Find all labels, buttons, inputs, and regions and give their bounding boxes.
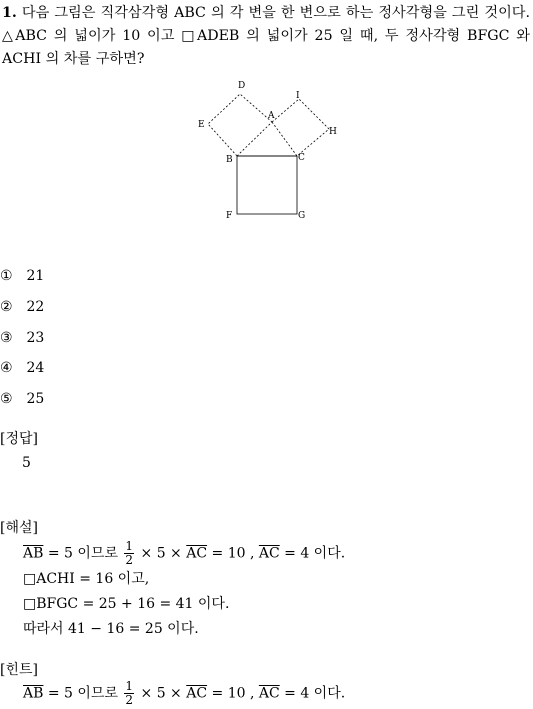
choice-value: 24	[26, 360, 45, 376]
choice-2[interactable]	[0, 297, 44, 317]
choice-value: 23	[26, 330, 45, 346]
choice-marker: ④	[0, 360, 13, 376]
label-D: D	[238, 81, 246, 91]
label-G: G	[298, 211, 306, 221]
choice-value: 25	[26, 391, 45, 407]
question-text-block	[2, 2, 530, 71]
label-E: E	[198, 120, 205, 130]
question-text: 다음 그림은 직각삼각형 ABC 의 각 변을 한 변으로 하는 정사각형을 그린 것이다. △ABC 의 넓이가 10 이고 □ADEB 의 넓이가 25 일 때, 두 정사각형 BFGC 와 ACHI 의 차를 구하면?	[2, 5, 530, 67]
square-bfgc	[237, 156, 297, 214]
fraction-half: $\frac{1}{2}$	[125, 539, 134, 567]
hint-line-1: $\overline{AB} = 5$ 이므로 $\frac{1}{2}$ × $5 \times \overline{AC} = 10$ , $\overline{AC} = 4$ 이다.	[23, 679, 346, 707]
choice-3[interactable]	[0, 328, 44, 348]
explanation-line-1: $\overline{AB} = 5$ 이므로 $\frac{1}{2}$ × $5 \times \overline{AC} = 10$ , $\overline{AC} = 4$ 이다.	[23, 539, 346, 567]
choice-value: 21	[26, 268, 45, 284]
choice-4[interactable]	[0, 358, 44, 378]
label-I: I	[296, 91, 300, 101]
label-B: B	[226, 155, 233, 165]
geometry-figure	[195, 78, 345, 228]
label-A: A	[268, 111, 275, 121]
fraction-half: $\frac{1}{2}$	[125, 679, 134, 707]
answer-label: [정답]	[0, 431, 38, 447]
label-F: F	[226, 211, 233, 221]
label-H: H	[329, 127, 337, 137]
explanation-line-3: □BFGC = 25 + 16 = 41 이다.	[23, 596, 230, 612]
answer-value: 5	[22, 455, 31, 471]
choice-5[interactable]	[0, 389, 44, 409]
hint-label: [힌트]	[0, 662, 38, 678]
choice-marker: ②	[0, 299, 13, 315]
question-number: 1.	[2, 5, 17, 21]
explanation-line-4: 따라서 41 − 16 = 25 이다.	[23, 621, 199, 637]
label-C: C	[298, 153, 305, 163]
choice-1[interactable]	[0, 266, 44, 286]
square-achi-edges	[272, 99, 329, 156]
choice-marker: ①	[0, 268, 13, 284]
explanation-line-2: □ACHI = 16 이고,	[23, 571, 150, 587]
choice-marker: ③	[0, 330, 13, 346]
choice-marker: ⑤	[0, 391, 13, 407]
square-adeb-edges	[208, 94, 272, 156]
choice-value: 22	[26, 299, 45, 315]
explanation-label: [해설]	[0, 520, 38, 536]
